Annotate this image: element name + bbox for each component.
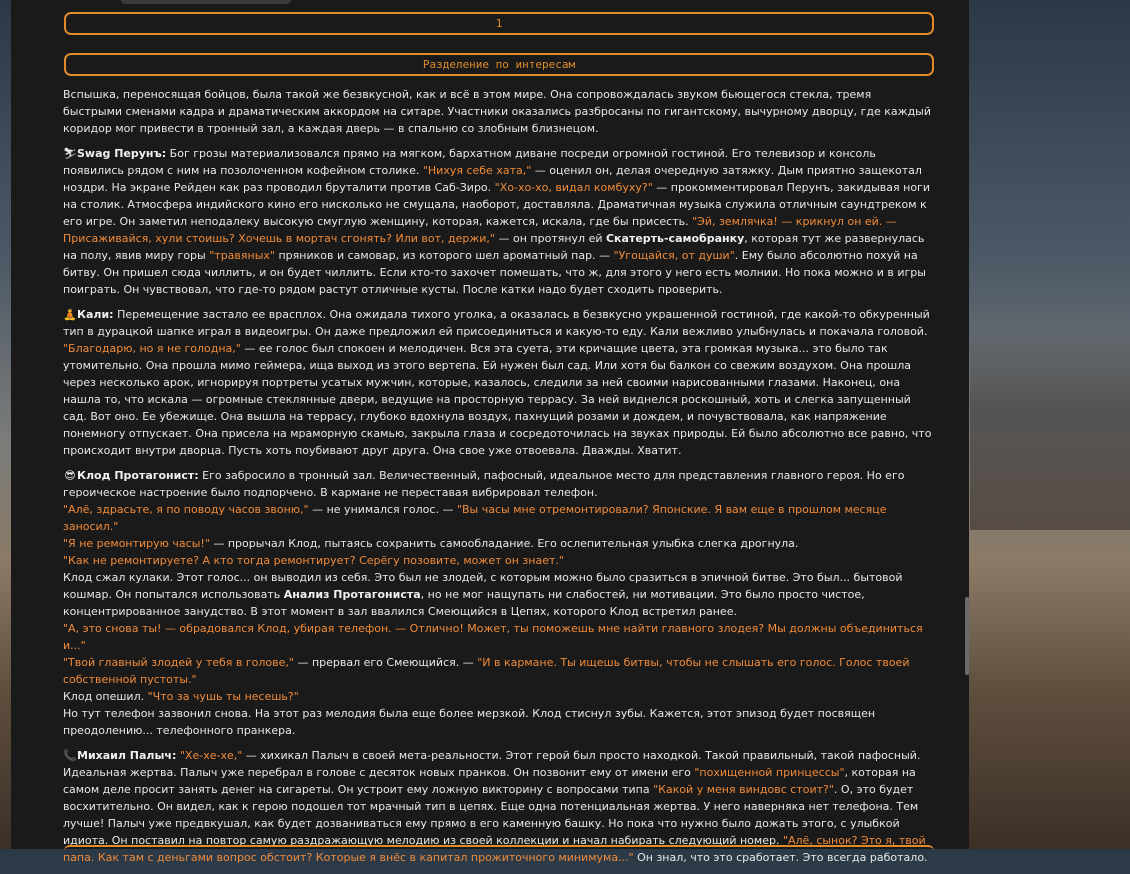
dialogue: "Угощайся, от души" [613, 249, 735, 262]
narration: — не унимался голос. — [308, 503, 457, 516]
sunglasses-icon: 😎 [64, 469, 76, 482]
narration: , которая тут же развернулась на полу, явив миру горы [63, 232, 925, 262]
narration: Клод сжал кулаки. Этот голос... он выводил из себя. Это был не злодей, с которым можно было сразиться в эпичной битве. Это был... бытовой кошмар. Он попытался использовать [63, 571, 903, 601]
perun-paragraph [63, 145, 933, 298]
narration: Он знал, что это сработает. Это всегда работало. [633, 851, 928, 864]
dialogue: "Эй, землячка! — крикнул он ей. — Присаживайся, хули стоишь? Хочешь в мортач сгонять? Или вот, держи," [63, 215, 897, 245]
scrollbar-thumb[interactable] [965, 597, 969, 675]
story-content [63, 86, 933, 874]
tab-stub [121, 0, 291, 4]
narration: , но не мог нащупать ни слабостей, ни мотивации. Это было просто чистое, концентрированное занудство. В этот момент в зал ввалился Смеющийся в Цепях, которого Клод встретил ранее. [63, 588, 865, 618]
kali-paragraph [63, 306, 933, 459]
narration: Перемещение застало ее врасплох. Она ожидала тихого уголка, а оказалась в безвкусно украшенной гостиной, где какой-то обкуренный тип в дурацкой шапке играл в видеоигры. Он даже предложил ей присоединиться и какую-то еду. Кали вежливо улыбнулась и покачала головой. [63, 308, 930, 338]
narration: — прокомментировал Перунъ, закидывая ноги на столик. Атмосфера индийского кино его нисколько не смущала, наоборот, доставляла. Драматичная музыка служила отличным саундтреком к его игре. Он заметил неподалеку высокую смуглую женщину, которая, кажется, искала, где бы присесть. [63, 181, 930, 228]
claude-paragraph [63, 467, 933, 739]
narration: — прервал его Смеющийся. — [293, 656, 478, 669]
character-name: Михаил Палыч: [77, 749, 177, 762]
narration: . Ему было абсолютно похуй на битву. Он пришел сюда чиллить, и он будет чиллить. Если кто-то захочет помешать, что ж, для этого у него есть молнии. Но пока можно и в игры поиграть. Он чувствовал, что где-то рядом растут отличные кусты. После катки надо будет сходить проверить. [63, 249, 926, 296]
dialogue: "И в кармане. Ты ищешь битвы, чтобы не слышать его голос. Голос твоей собственной пустоты." [63, 656, 910, 686]
narration: . О, это будет восхитительно. Он видел, как к герою подошел тот мрачный тип в цепях. Еще одна потенциальная жертва. У него наверняка нет телефона. Тем лучше! Палыч уже предвкушал, как будет дозваниваться ему прямо в его каменную башку. Но пока что нужно было дожать этого, с улыбкой идиота. Он поставил на повтор самую раздражающую мелодию из своей коллекции и начал набирать следующий номер. [63, 783, 919, 847]
page-number-box[interactable]: 1 [64, 12, 934, 35]
dialogue: "Алё, сынок? Это я, твой папа. Как там с деньгами вопрос обстоит? Которые я внёс в капитал прожиточного минимума..." [63, 834, 926, 864]
narration: Клод опешил. [63, 690, 148, 703]
dialogue: "Нихуя себе хата," [422, 164, 532, 177]
narration: Но тут телефон зазвонил снова. На этот раз мелодия была еще более мерзкой. Клод стиснул зубы. Кажется, этот эпизод будет посвящен преодолению... телефонного пранкера. [63, 707, 876, 737]
narration: Его забросило в тронный зал. Величественный, пафосный, идеальное место для представления главного героя. Но его героическое настроение было подпорчено. В кармане не переставая вибрировал телефон. [63, 469, 905, 499]
section-title-box[interactable]: Разделение по интересам [64, 53, 934, 76]
ability-name: Анализ Протагониста [283, 588, 421, 601]
dialogue: "Благодарю, но я не голодна," [63, 342, 241, 355]
dialogue: "похищенной принцессы" [694, 766, 845, 779]
dialogue: "Как не ремонтируете? А кто тогда ремонтирует? Серёгу позовите, может он знает." [63, 554, 564, 567]
dialogue: "Я не ремонтирую часы!" [63, 537, 210, 550]
narration: , которая на самом деле просит занять денег на сигареты. Он устроит ему ложную викторину с вопросами типа [63, 766, 916, 796]
dialogue: "Твой главный злодей у тебя в голове," [63, 656, 294, 669]
character-name: Кали: [77, 308, 114, 321]
dialogue: "Хо-хо-хо, видал комбуху?" [494, 181, 653, 194]
phone-icon: 📞 [63, 749, 77, 762]
character-name: Swag Перунъ: [77, 147, 167, 160]
dialogue: "А, это снова ты! — обрадовался Клод, убирая телефон. — Отлично! Может, ты поможешь мне найти главного злодея? Мы должны объединиться и..." [63, 622, 923, 652]
intro-paragraph: Вспышка, переносящая бойцов, была такой же безвкусной, как и всё в этом мире. Она сопровождалась звуком бьющегося стекла, тремя быстрыми сменами кадра и драматическим аккордом на ситаре. Участники оказались разбросаны по гигантскому, вычурному дворцу, где каждый коридор мог привести в тронный зал, а каждая дверь — в спальню со злобным близнецом. [63, 88, 932, 135]
narration: — ее голос был спокоен и мелодичен. Вся эта суета, эти кричащие цвета, эта громкая музыка... это было так утомительно. Она прошла мимо геймера, ища выход из этого вертепа. Ей нужен был сад. Или хотя бы балкон со свежим воздухом. Она прошла через несколько арок, игнорируя портреты усатых мужчин, которые, казалось, следили за ней своими нарисованными глазами. Наконец, она нашла то, что искала — огромные стеклянные двери, ведущие на просторную террасу. За ней виднелся роскошный, хоть и слегка запущенный сад. Вот оно. Ее убежище. Она вышла на террасу, глубоко вдохнула воздух, пахнущий розами и дождем, и почувствовала, как напряжение понемногу отпускает. Она присела на мраморную скамью, закрыла глаза и сосредоточилась на звуках природы. Ей было абсолютно все равно, что происходит внутри дворца. Пусть хоть поубивают друг друга. Она свое уже отвоевала. Дважды. Хватит. [63, 342, 932, 457]
story-panel [11, 0, 969, 864]
dialogue: "травяных" [209, 249, 275, 262]
item-name: Скатерть-самобранку [605, 232, 745, 245]
scrollbar-track[interactable] [965, 0, 969, 849]
meditation-icon: 🧘 [63, 308, 77, 321]
background-landscape [970, 330, 1130, 530]
dialogue: "Вы часы мне отремонтировали? Японские. Я вам еще в прошлом месяце заносил." [63, 503, 887, 533]
dialogue: "Алё, здрасьте, я по поводу часов звоню," [63, 503, 309, 516]
narration: — он протянул ей [495, 232, 606, 245]
next-box-edge [64, 845, 934, 851]
narration: — хихикал Палыч в своей мета-реальности. Этот герой был просто находкой. Такой правильный, такой пафосный. Идеальная жертва. Палыч уже перебрал в голове с десяток новых пранков. Он позвонит ему от имени его [63, 749, 921, 779]
dialogue: "Что за чушь ты несешь?" [147, 690, 299, 703]
narration: пряников и самовар, из которого шел ароматный пар. — [274, 249, 614, 262]
dialogue: "Хе-хе-хе," [179, 749, 243, 762]
narration: Бог грозы материализовался прямо на мягком, бархатном диване посреди огромной гостиной. Его телевизор и консоль появились рядом с ним на позолоченном кофейном столике. [63, 147, 876, 177]
character-name: Клод Протагонист: [77, 469, 199, 482]
dialogue: "Какой у меня виндовс стоит?" [653, 783, 834, 796]
narration: — прорычал Клод, пытаясь сохранить самообладание. Его ослепительная улыбка слегка дрогнула. [209, 537, 799, 550]
skier-icon: ⛷ [63, 147, 77, 160]
narration: — оценил он, делая очередную затяжку. Дым приятно защекотал ноздри. На экране Рейден как раз проводил бруталити против Саб-Зиро. [63, 164, 922, 194]
